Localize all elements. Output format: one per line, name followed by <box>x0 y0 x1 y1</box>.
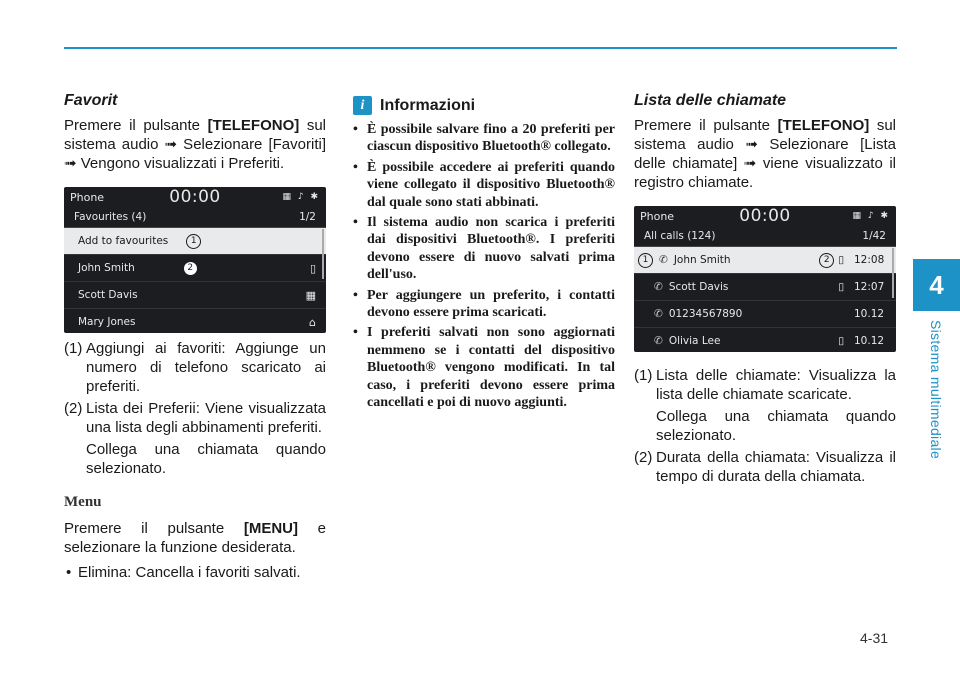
call-row[interactable]: ✆ Scott Davis ▯ 12:07 <box>634 274 896 301</box>
calls-legend <box>634 448 896 486</box>
missed-call-icon: ✆ <box>654 308 663 320</box>
calls-heading: Lista delle chiamate <box>634 92 787 109</box>
callout-marker: 2 <box>183 261 198 276</box>
menu-key: [MENU] <box>243 520 298 537</box>
call-row[interactable]: 1 ✆ John Smith 2 ▯ 12:08 <box>634 247 896 274</box>
call-history-screen <box>634 206 896 352</box>
info-bullet: • Per aggiungere un preferito, i contatti devono essere prima scaricati. <box>353 287 615 322</box>
home-phone-icon: ⌂ <box>309 315 316 329</box>
mobile-phone-icon: ▯ <box>309 261 316 275</box>
favorit-legend <box>64 339 326 437</box>
legend-item: (1) Aggiungi ai favoriti: Aggiunge un numero di telefono scaricato ai preferiti. <box>64 340 326 395</box>
outgoing-call-icon: ✆ <box>654 281 663 293</box>
screen-status-bar <box>64 187 326 207</box>
favourite-row[interactable]: John Smith 2 ▯ <box>64 255 326 282</box>
favourites-list-header: Favourites (4) 1/2 <box>64 207 326 228</box>
missed-call-icon: ✆ <box>654 335 663 347</box>
callout-marker: 1 <box>186 234 201 249</box>
incoming-call-icon: ✆ <box>659 254 668 266</box>
scrollbar[interactable] <box>892 248 894 298</box>
legend-item: (2) Durata della chiamata: Visualizza il tempo di durata della chiamata. <box>634 449 896 485</box>
call-row[interactable]: ✆ 01234567890 10.12 <box>634 301 896 328</box>
favorit-intro: Premere il pulsante [TELEFONO] sul sistema audio ➟ Selezionare [Favoriti] ➟ Vengono visualizzati i Preferiti. <box>64 117 326 172</box>
mobile-phone-icon: ▯ <box>838 281 844 293</box>
add-to-favourites-row[interactable]: Add to favourites 1 <box>64 228 326 255</box>
info-header <box>353 96 615 115</box>
column-calls <box>634 92 896 489</box>
header-rule <box>64 47 897 49</box>
mobile-phone-icon: ▯ <box>838 335 844 347</box>
telefono-key: [TELEFONO] <box>777 117 870 134</box>
legend-item: (1) Lista delle chiamate: Visualizza la lista delle chiamate scaricate. <box>634 367 896 403</box>
menu-heading: Menu <box>64 494 102 510</box>
office-phone-icon: ▦ <box>305 288 316 302</box>
favourite-row[interactable]: Scott Davis ▦ <box>64 282 326 309</box>
page-number: 4-31 <box>860 630 889 646</box>
legend-item: (2) Lista dei Preferii: Viene visualizzata una lista degli abbinamenti preferiti. <box>64 400 326 436</box>
calls-extra-note: Collega una chiamata quando selezionato. <box>656 408 896 444</box>
info-title: Informazioni <box>380 96 476 114</box>
calls-legend <box>634 366 896 404</box>
scrollbar[interactable] <box>322 229 324 279</box>
chapter-title: Sistema multimediale <box>928 320 944 460</box>
screen-status-bar <box>634 206 896 226</box>
screen-title: Phone <box>70 190 105 204</box>
call-list-header: All calls (124) 1/42 <box>634 226 896 247</box>
call-duration: 10.12 <box>854 308 885 320</box>
favourites-screen <box>64 187 326 333</box>
info-icon: i <box>353 96 372 115</box>
info-bullet: • È possibile salvare fino a 20 preferiti per ciascun dispositivo Bluetooth® collegato. <box>353 121 615 156</box>
status-icons: ▦ ♪ ✱ <box>282 192 320 202</box>
status-icons: ▦ ♪ ✱ <box>852 211 890 221</box>
callout-marker: 2 <box>819 253 834 268</box>
callout-marker: 1 <box>638 253 653 268</box>
menu-bullet: • Elimina: Cancella i favoriti salvati. <box>64 563 326 582</box>
page-indicator: 1/2 <box>299 211 316 223</box>
info-bullet: • È possibile accedere ai preferiti quando viene collegato il dispositivo Bluetooth® dal quale sono stati abbinati. <box>353 159 615 211</box>
calls-intro: Premere il pulsante [TELEFONO] sul sistema audio ➟ Selezionare [Lista delle chiamate] ➟ viene visualizzato il registro chiamate. <box>634 117 896 191</box>
favorit-heading: Favorit <box>64 92 118 109</box>
info-bullet: • I preferiti salvati non sono aggiornati nemmeno se i contatti del dispositivo Bluetooth® vengono modificati. In tal caso, i preferiti devono essere prima cancellati e poi di nuovo aggiunti. <box>353 324 615 411</box>
call-duration: 12:08 <box>854 254 885 266</box>
screen-clock: 00:00 <box>739 206 791 226</box>
call-duration: 10.12 <box>854 335 885 347</box>
telefono-key: [TELEFONO] <box>207 117 300 134</box>
menu-intro: Premere il pulsante [MENU] e selezionare la funzione desiderata. <box>64 520 326 556</box>
screen-clock: 00:00 <box>169 187 221 207</box>
favorit-extra-note: Collega una chiamata quando selezionato. <box>86 441 326 477</box>
menu-bullets <box>64 563 326 582</box>
column-favorit <box>64 92 326 582</box>
call-row[interactable]: ✆ Olivia Lee ▯ 10.12 <box>654 335 885 347</box>
chapter-number-tab: 4 <box>913 259 960 311</box>
screen-title: Phone <box>640 209 675 223</box>
call-duration: 12:07 <box>854 281 885 293</box>
column-info <box>353 96 615 415</box>
mobile-phone-icon: ▯ <box>838 254 844 266</box>
favourite-row[interactable]: Mary Jones ⌂ <box>78 315 316 329</box>
page-indicator: 1/42 <box>862 230 886 242</box>
info-bullet: • Il sistema audio non scarica i preferiti dai dispositivi Bluetooth®. I preferiti devono essere di nuovo salvati prima dell'uso. <box>353 214 615 284</box>
info-bullets <box>353 121 615 412</box>
